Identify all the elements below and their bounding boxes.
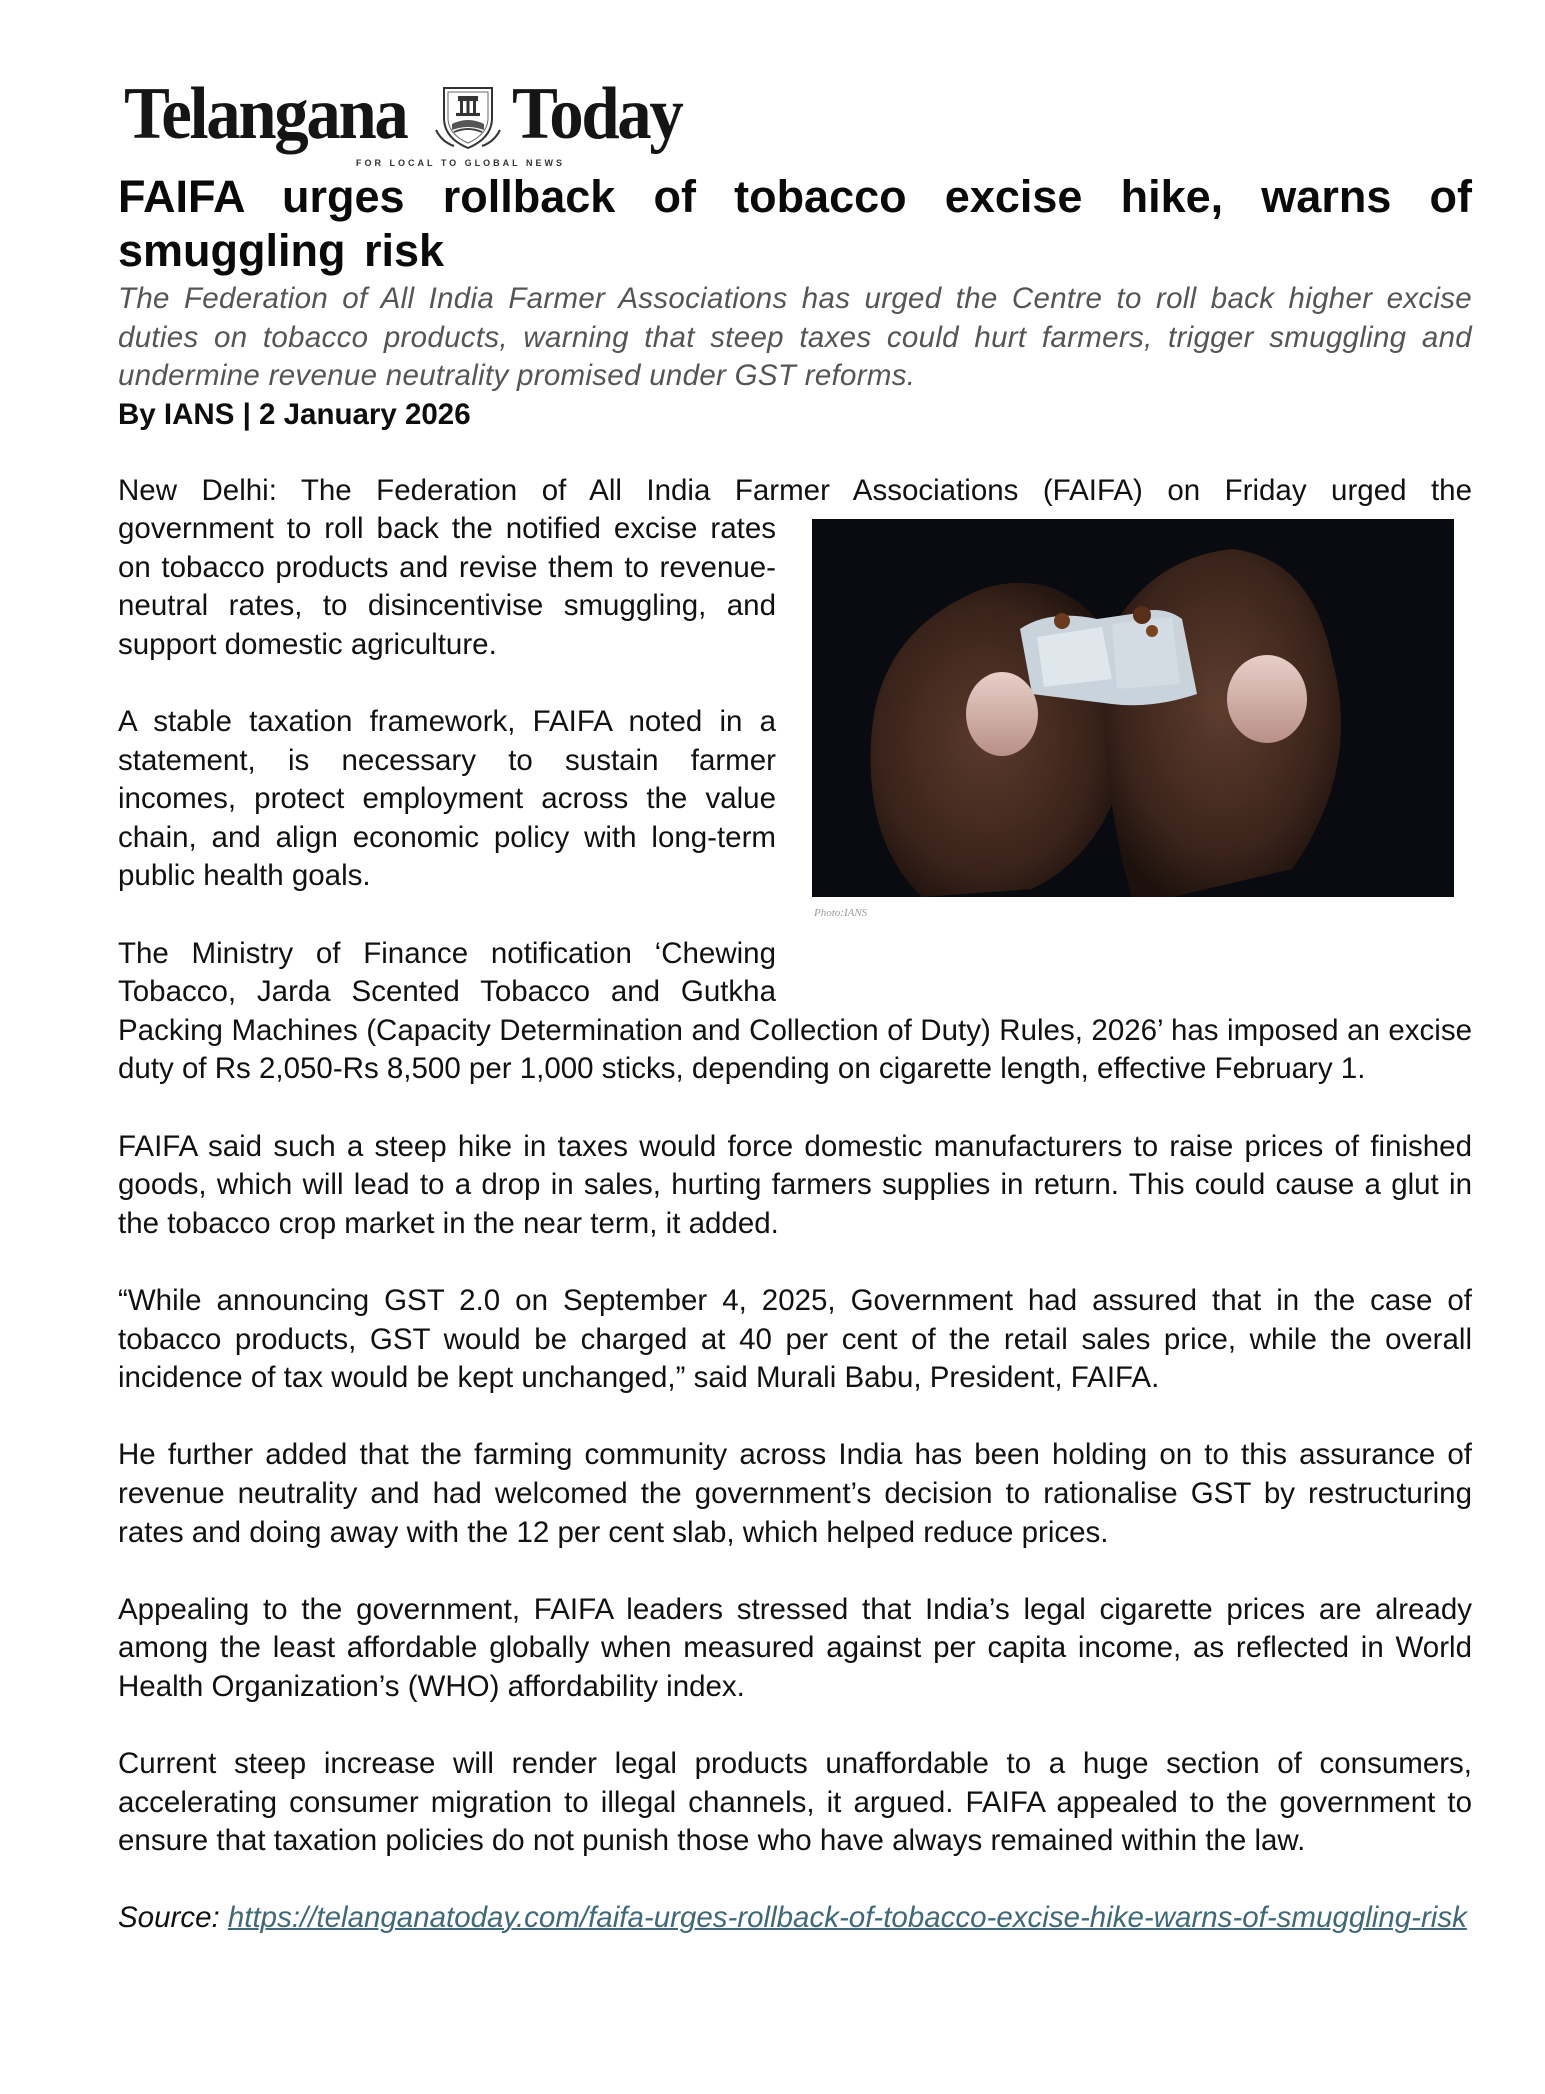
article-photo	[812, 519, 1454, 897]
paragraph-1-first-line	[118, 472, 1472, 511]
source-link[interactable]: https://telanganatoday.com/faifa-urges-rollback-of-tobacco-excise-hike-warns-of-smuggling-risk	[227, 1901, 1467, 1935]
source-line	[118, 1899, 1472, 1938]
article-headline: FAIFA urges rollback of tobacco excise hike, warns of smuggling risk	[118, 171, 1472, 276]
paragraph-1-rest: government to roll back the notified excise rates on tobacco products and revise them to revenue-neutral rates, to disincentivise smuggling, and support domestic agriculture.	[118, 512, 776, 661]
paragraph-8-text: Current steep increase will render legal products unaffordable to a huge section of consumers, accelerating consumer migration to illegal channels, it argued. FAIFA appealed to the government to ensure that taxation policies do not punish those who have always remained within the law.	[118, 1747, 1472, 1858]
paragraph-6-text: He further added that the farming community across India has been holding on to this assurance of revenue neutrality and had welcomed the government’s decision to rationalise GST by restructuring rates and doing away with the 12 per cent slab, which helped reduce prices.	[118, 1438, 1472, 1549]
article-standfirst: The Federation of All India Farmer Associations has urged the Centre to roll back higher excise duties on tobacco products, warning that steep taxes could hurt farmers, trigger smuggling and undermine revenue neutrality promised under GST reforms.	[118, 282, 1472, 392]
paragraph-5-text: “While announcing GST 2.0 on September 4, 2025, Government had assured that in the case of tobacco products, GST would be charged at 40 per cent of the retail sales price, while the overall incidence of tax would be kept unchanged,” said Murali Babu, President, FAIFA.	[118, 1283, 1472, 1395]
paragraph-4-text: FAIFA said such a steep hike in taxes would force domestic manufacturers to raise prices of finished goods, which will lead to a drop in sales, hurting farmers supplies in return. This could cause a glut in the tobacco crop market in the near term, it added.	[118, 1129, 1472, 1240]
paragraph-7-text: Appealing to the government, FAIFA leaders stressed that India’s legal cigarette prices are already among the least affordable globally when measured against per capita income, as reflected in World Health Organization’s (WHO) affordability index.	[118, 1592, 1472, 1703]
article-figure	[802, 519, 1472, 989]
crest-emblem-icon	[432, 80, 504, 152]
masthead-tagline: FOR LOCAL TO GLOBAL NEWS	[356, 158, 565, 168]
paragraph-8	[118, 1745, 1472, 1861]
brand-name-left: Telangana	[124, 73, 407, 155]
article-byline: By IANS | 2 January 2026	[118, 397, 471, 431]
article-body	[118, 472, 1472, 1939]
masthead-logo	[124, 74, 704, 174]
paragraph-1-text: New Delhi: The Federation of All India Farmer Associations (FAIFA) on Friday urged the	[118, 473, 1472, 507]
paragraph-4	[118, 1128, 1472, 1244]
paragraph-7	[118, 1591, 1472, 1707]
article	[118, 170, 1472, 1977]
paragraph-6	[118, 1436, 1472, 1552]
paragraph-2-text: A stable taxation framework, FAIFA noted in a statement, is necessary to sustain farmer incomes, protect employment across the value chain, and align economic policy with long-term public health goals.	[118, 705, 776, 893]
photo-caption: Photo:IANS	[814, 907, 868, 920]
paragraph-3-text: The Ministry of Finance notification ‘Chewing Tobacco, Jarda Scented Tobacco and Gutkha Packing Machines (Capacity Determination and Collection of Duty) Rules, 2026’ has imposed an excise duty of Rs 2,050-Rs 8,500 per 1,000 sticks, depending on cigarette length, effective February 1.	[118, 936, 1472, 1086]
source-label: Source:	[118, 1901, 220, 1935]
paragraph-5	[118, 1282, 1472, 1398]
brand-name-right: Today	[512, 73, 682, 155]
